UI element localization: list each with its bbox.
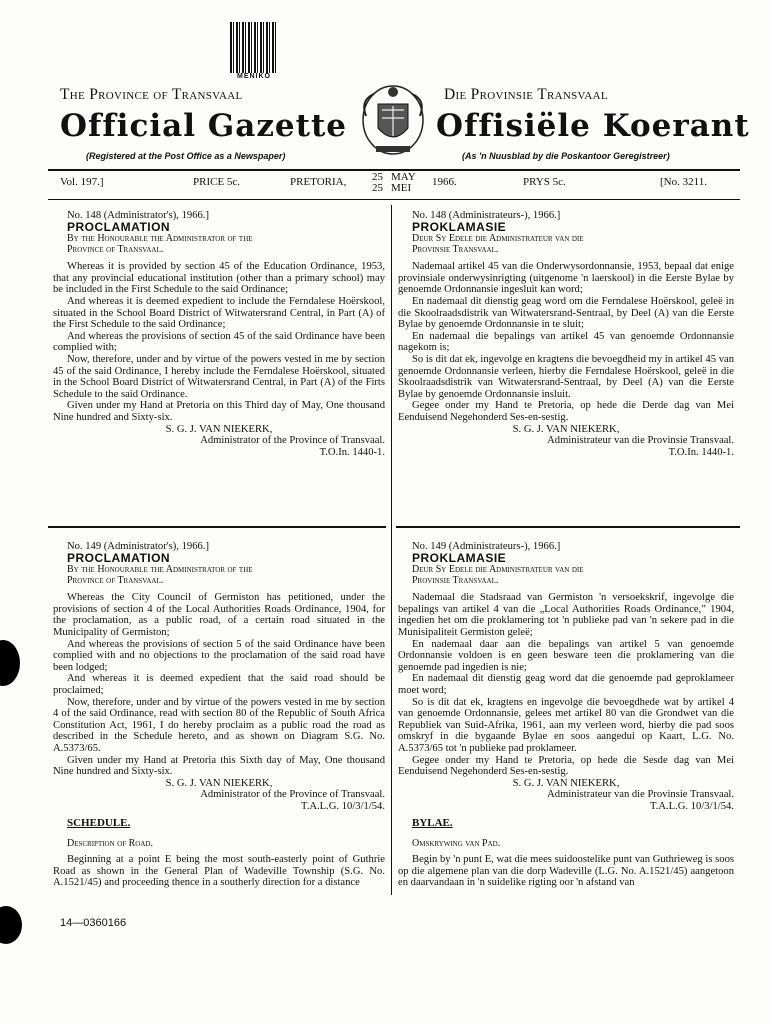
reference: T.A.L.G. 10/3/1/54. <box>650 800 734 812</box>
paragraph: So is dit dat ek, kragtens en ingevolge die bevoegdhede wat by artikel 4 van genoemde Ordonnansie, gelees met artikel 80 van die Grondwet van die Republiek van Suid-Afrika, 1961, aan my verleen word, hierby die pad soos omskryf in die bygaande Bylae en soos aangedui op Kaart, L.G. No. A.5373/65 tot 'n publieke pad proklameer. <box>398 696 734 754</box>
signature-title: Administrator of the Province of Transvaal. <box>200 435 385 447</box>
reference: T.O.In. 1440-1. <box>668 446 734 458</box>
proclamation-heading: PROKLAMASIE <box>412 219 507 234</box>
volume: Vol. 197.] <box>60 176 104 188</box>
date-day-bottom: 25 <box>372 182 383 194</box>
masthead-title-en: The Province of Transvaal <box>60 86 243 103</box>
by-line: Deur Sy Edele die Administrateur van die <box>412 564 584 576</box>
paragraph: So is dit dat ek, ingevolge en kragtens die bevoegdheid my in artikel 45 van genoemde Ordonnansie verleen, hierby die Ferndalese Hoërskool, geleë in die Skoolraadsdistrik van Witwatersrand-Sentraal, by Deel (A) van die Eerste Bylae by genoemde Ordonnansie insluit. <box>398 353 734 400</box>
section-rule-right <box>396 526 740 528</box>
issue-rule <box>48 199 740 200</box>
by-line: By the Honourable the Administrator of the <box>67 564 253 576</box>
paragraph: Whereas it is provided by section 45 of the Education Ordinance, 1953, that any provincial educational institution (other than a primary school) may be included in the First Schedule to the said Ordinance; <box>53 261 385 296</box>
paragraph: Given under my Hand at Pretoria this Sixth day of May, One thousand Nine hundred and Sixty-six. <box>53 754 385 778</box>
proclamation-148-en <box>53 210 385 458</box>
paragraph: En nademaal die bepalings van artikel 45 van genoemde Ordonnansie nagekom is; <box>398 330 734 354</box>
paragraph: Begin by 'n punt E, wat die mees suidoostelike punt van Guthrieweg is soos op die algemene plan van die dorp Wadeville (L.G. No. A.1521/45) aangetoon en daarvandaan in 'n suidelike rigting oor 'n afstand van <box>398 854 734 889</box>
barcode <box>230 22 278 74</box>
masthead-title-af: Die Provinsie Transvaal <box>444 86 608 103</box>
notice-number: No. 148 (Administrator's), 1966.] <box>67 210 209 221</box>
schedule-subheading: Omskrywing van Pad. <box>412 838 501 850</box>
proclamation-heading: PROKLAMASIE <box>412 550 507 565</box>
paragraph: And whereas it is deemed expedient that the said road should be proclaimed; <box>53 673 385 696</box>
barcode-label: MENIKO <box>228 73 280 80</box>
proclamation-149-af <box>398 541 734 889</box>
by-line: Deur Sy Edele die Administrateur van die <box>412 233 584 245</box>
paragraph: And whereas the provisions of section 5 of the said Ordinance have been complied with and no objections to the proclamation of the said road have been lodged; <box>53 638 385 673</box>
place: PRETORIA, <box>290 176 347 188</box>
month-en: MAY <box>391 171 416 183</box>
signature-title: Administrateur van die Provinsie Transvaal. <box>547 435 734 447</box>
month-af: MEI <box>391 182 412 194</box>
punch-hole <box>0 906 22 944</box>
signature: S. G. J. VAN NIEKERK, <box>512 777 620 789</box>
schedule-heading: BYLAE. <box>412 817 453 830</box>
paragraph: En nademaal dit dienstig geag word om die Ferndalese Hoërskool, geleë in die Skoolraadsdistrik van Witwatersrand-Sentraal, by Deel (A) van die Eerste Bylae by genoemde Ordonnansie in te sluit; <box>398 295 734 331</box>
paragraph: En nademaal daar aan die bepalings van artikel 5 van genoemde Ordonnansie voldoen is en geen besware teen die proklamering van die genoemde pad ingedien is nie; <box>398 638 734 673</box>
print-code: 14—0360166 <box>60 917 127 929</box>
paragraph: And whereas the provisions of section 45 of the said Ordinance have been complied with; <box>53 330 385 354</box>
price-af: PRYS 5c. <box>523 176 566 188</box>
by-line-2: Provinsie Transvaal. <box>412 575 499 587</box>
signature: S. G. J. VAN NIEKERK, <box>165 777 273 789</box>
by-line-2: Province of Transvaal. <box>67 575 164 587</box>
by-line-2: Province of Transvaal. <box>67 244 164 256</box>
notice-number: No. 149 (Administrator's), 1966.] <box>67 541 209 552</box>
paragraph: Now, therefore, under and by virtue of the powers vested in me by section 45 of the said Ordinance, I hereby include the Ferndalese Hoërskool, situated in the School Board District of Witwatersrand Central, in Part (A) of the Firts Schedule to the said Ordinance. <box>53 353 385 400</box>
proclamation-149-en <box>53 541 385 889</box>
punch-hole <box>0 640 20 686</box>
paragraph: Beginning at a point E being the most south-easterly point of Guthrie Road as shown in the General Plan of Wadeville Township (S.G. No. A.1521/45) and proceeding thence in a southerly direction for a distance <box>53 854 385 889</box>
paragraph: En nademaal dit dienstig geag word dat die genoemde pad geproklameer moet word; <box>398 673 734 696</box>
gazette-title-af: Offisiële Koerant <box>436 108 750 144</box>
schedule-subheading: Description of Road. <box>67 838 153 850</box>
registered-note-af: (As 'n Nuusblad by die Poskantoor Geregistreer) <box>462 151 670 161</box>
price-en: PRICE 5c. <box>193 176 241 188</box>
paragraph: And whereas it is deemed expedient to include the Ferndalese Hoërskool, situated in the School Board District of Witwatersrand Central, in Part (A) of the First Schedule to the said Ordinance; <box>53 295 385 331</box>
proclamation-148-af <box>398 210 734 458</box>
schedule-heading: SCHEDULE. <box>67 817 131 830</box>
by-line-2: Provinsie Transvaal. <box>412 244 499 256</box>
gazette-title-en: Official Gazette <box>60 108 348 144</box>
paragraph: Nademaal die Stadsraad van Germiston 'n versoekskrif, ingevolge die bepalings van artikel 4 van die „Local Authorities Roads Ordinance,” 1904, ingedien het om die proklamering tot 'n publieke pad van 'n sekere pad in die Munisipaliteit Germiston geleë; <box>398 592 734 638</box>
date-day-top: 25 <box>372 171 383 183</box>
signature-title: Administrateur van die Provinsie Transvaal. <box>547 789 734 801</box>
signature: S. G. J. VAN NIEKERK, <box>165 423 273 435</box>
signature-title: Administrator of the Province of Transvaal. <box>200 789 385 801</box>
year: 1966. <box>432 176 457 188</box>
section-rule-left <box>48 526 386 528</box>
proclamation-heading: PROCLAMATION <box>67 219 171 234</box>
paragraph: Nademaal artikel 45 van die Onderwysordonnansie, 1953, bepaal dat enige provinsiale onderwysinrigting (uitgenome 'n laerskool) in die Eerste Bylae by genoemde Ordonnansie ingesluit kan word; <box>398 261 734 296</box>
issue-number: [No. 3211. <box>660 176 707 188</box>
paragraph: Now, therefore, under and by virtue of the powers vested in me by section 4 of the said Ordinance, read with section 80 of the Republic of South Africa Constitution Act, 1961, I do hereby proclaim as a public road the road as described in the Schedule hereto, and as shown on Diagram S.G. No. A.5373/65. <box>53 696 385 754</box>
signature: S. G. J. VAN NIEKERK, <box>512 423 620 435</box>
reference: T.A.L.G. 10/3/1/54. <box>301 800 385 812</box>
registered-note-en: (Registered at the Post Office as a Newspaper) <box>86 151 286 161</box>
reference: T.O.In. 1440-1. <box>319 446 385 458</box>
paragraph: Gegee onder my Hand te Pretoria, op hede die Derde dag van Mei Eenduisend Negehonderd Ses-en-sestig. <box>398 400 734 423</box>
paragraph: Gegee onder my Hand te Pretoria, op hede die Sesde dag van Mei Eenduisend Negehonderd Ses-en-sestig. <box>398 754 734 778</box>
proclamation-heading: PROCLAMATION <box>67 550 171 565</box>
column-divider <box>391 205 392 895</box>
notice-number: No. 148 (Administrateurs-), 1966.] <box>412 210 561 221</box>
by-line: By the Honourable the Administrator of the <box>67 233 253 245</box>
notice-number: No. 149 (Administrateurs-), 1966.] <box>412 541 561 552</box>
paragraph: Given under my Hand at Pretoria on this Third day of May, One thousand Nine hundred and Sixty-six. <box>53 400 385 423</box>
paragraph: Whereas the City Council of Germiston has petitioned, under the provisions of section 4 of the Local Authorities Roads Ordinance, 1904, for the proclamation, as a public road, of a certain road situated in the Municipality of Germiston; <box>53 592 385 638</box>
coat-of-arms-icon <box>356 80 430 160</box>
